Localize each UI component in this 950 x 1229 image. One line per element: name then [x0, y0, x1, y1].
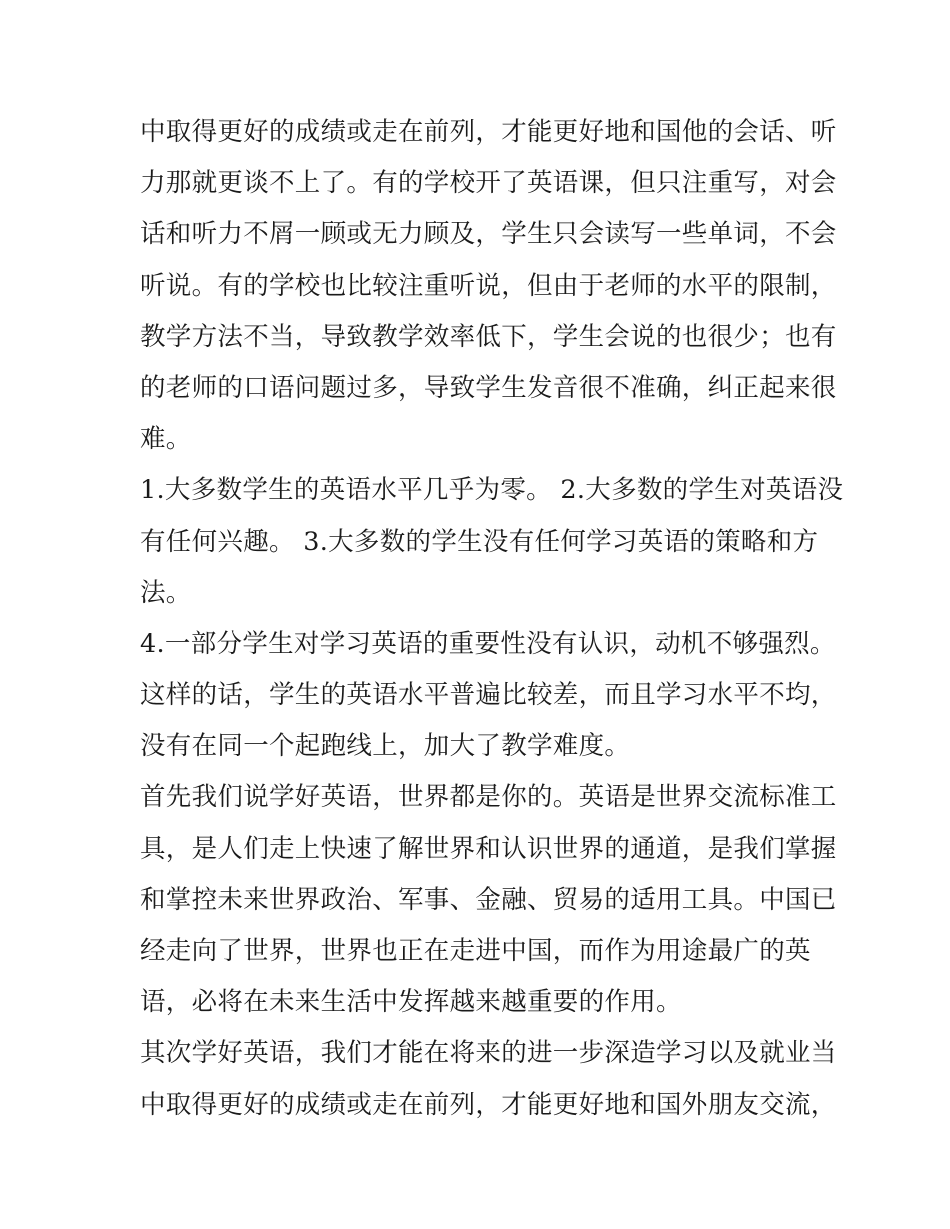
- text-line: 法。: [140, 577, 192, 608]
- text-line: 听说。有的学校也比较注重听说，但由于老师的水平的限制，: [140, 270, 837, 301]
- text-line: 这样的话，学生的英语水平普遍比较差，而且学习水平不均，: [140, 680, 837, 711]
- text-line: 没有在同一个起跑线上，加大了教学难度。: [140, 731, 631, 762]
- text-line: 其次学好英语，我们才能在将来的进一步深造学习以及就业当: [140, 1038, 837, 1069]
- body-text: [140, 107, 844, 1131]
- text-line: 4.一部分学生对学习英语的重要性没有认识，动机不够强烈。: [140, 628, 836, 659]
- text-line: 语，必将在未来生活中发挥越来越重要的作用。: [140, 987, 682, 1018]
- text-line: 1.大多数学生的英语水平几乎为零。 2.大多数的学生对英语没: [140, 475, 844, 506]
- text-line: 力那就更谈不上了。有的学校开了英语课，但只注重写，对会: [140, 168, 837, 199]
- text-line: 话和听力不屑一顾或无力顾及，学生只会读写一些单词，不会: [140, 219, 837, 250]
- text-line: 和掌控未来世界政治、军事、金融、贸易的适用工具。中国已: [140, 884, 837, 915]
- text-line: 中取得更好的成绩或走在前列，才能更好地和国他的会话、听: [140, 117, 837, 147]
- text-line: 的老师的口语问题过多，导致学生发音很不准确，纠正起来很: [140, 372, 837, 403]
- text-line: 难。: [140, 424, 192, 455]
- text-line: 教学方法不当，导致教学效率低下，学生会说的也很少；也有: [140, 321, 837, 352]
- text-line: 首先我们说学好英语，世界都是你的。英语是世界交流标准工: [140, 782, 837, 813]
- text-line: 有任何兴趣。 3.大多数的学生没有任何学习英语的策略和方: [140, 526, 819, 557]
- text-line: 中取得更好的成绩或走在前列，才能更好地和国外朋友交流，: [140, 1089, 837, 1120]
- text-line: 经走向了世界，世界也正在走进中国，而作为用途最广的英: [140, 936, 811, 966]
- text-line: 具，是人们走上快速了解世界和认识世界的通道，是我们掌握: [140, 833, 837, 864]
